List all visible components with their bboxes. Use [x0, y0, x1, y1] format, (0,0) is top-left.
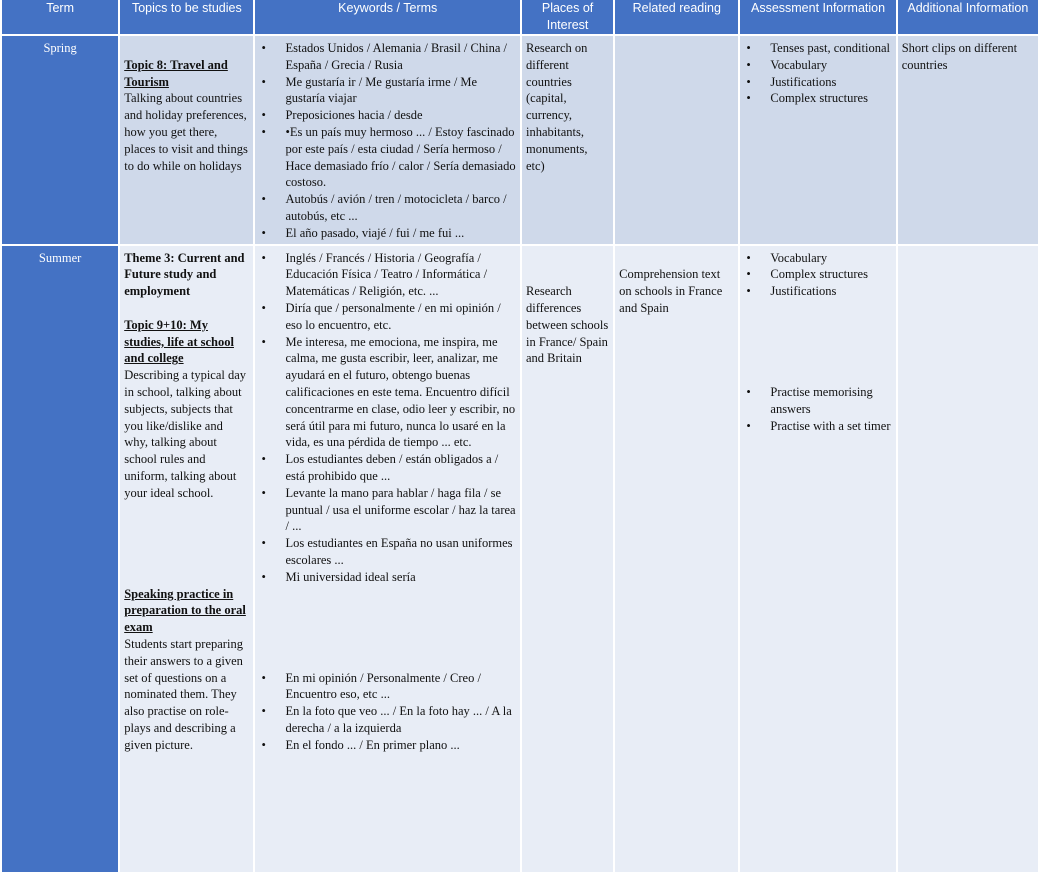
- speaking-title: Speaking practice in preparation to the oral exam: [124, 586, 246, 635]
- assessment-item: • Complex structures: [744, 266, 891, 283]
- summer-row: [2, 246, 1038, 872]
- keyword-item: • Mi universidad ideal sería: [259, 569, 516, 586]
- keyword-item: • Inglés / Francés / Historia / Geografía / Educación Física / Teatro / Informática / Matemáticas / Religión, etc. ...: [259, 250, 516, 300]
- theme-title: Theme 3: Current and Future study and employment: [124, 250, 245, 299]
- summer-places: [522, 246, 613, 872]
- keyword-item: • El año pasado, viajé / fui / me fui ...: [259, 225, 516, 242]
- spring-topics: [120, 36, 253, 244]
- assessment-item: • Practise with a set timer: [744, 418, 891, 435]
- keyword-item: • Levante la mano para hablar / haga fila / se puntual / usa el uniforme escolar / haz la tarea / ...: [259, 485, 516, 535]
- summer-keywords: [255, 246, 520, 872]
- topic-description: Describing a typical day in school, talking about subjects, subjects that you like/dislike and why, talking about school rules and uniform, talking about your ideal school.: [124, 368, 247, 500]
- topic-description: Talking about countries and holiday preferences, how you get there, places to visit and things to do while on holidays: [124, 91, 248, 173]
- header-topics: Topics to be studies: [120, 0, 253, 34]
- keyword-item: • Los estudiantes en España no usan uniformes escolares ...: [259, 535, 516, 569]
- keyword-item: • En el fondo ... / En primer plano ...: [259, 737, 516, 754]
- keyword-item: • Estados Unidos / Alemania / Brasil / China / España / Grecia / Rusia: [259, 40, 516, 74]
- assessment-item: • Practise memorising answers: [744, 384, 891, 418]
- assessment-item: • Vocabulary: [744, 250, 891, 267]
- term-spring: Spring: [2, 36, 118, 244]
- header-additional: Additional Information: [898, 0, 1038, 34]
- header-row: [2, 0, 1038, 34]
- spring-places: Research on different countries (capital, currency, inhabitants, monuments, etc): [522, 36, 613, 244]
- assessment-item: • Tenses past, conditional: [744, 40, 891, 57]
- assessment-item: • Vocabulary: [744, 57, 891, 74]
- summer-assessment: [740, 246, 895, 872]
- keyword-item: • En mi opinión / Personalmente / Creo / Encuentro eso, etc ...: [259, 670, 516, 704]
- places-text: Research differences between schools in France/ Spain and Britain: [525, 284, 609, 366]
- reading-text: Comprehension text on schools in France and Spain: [619, 267, 723, 315]
- summer-topics: [120, 246, 253, 872]
- summer-reading: [615, 246, 738, 872]
- term-summer: Summer: [2, 246, 118, 872]
- spring-assessment: [740, 36, 895, 244]
- topic-title: Topic 9+10: My studies, life at school and college: [124, 317, 234, 366]
- keyword-item: • Preposiciones hacia / desde: [259, 107, 516, 124]
- speaking-description: Students start preparing their answers to a given set of questions on a nominated them. They also practise on role-plays and describing a given picture.: [124, 636, 243, 752]
- topic-title: Topic 8: Travel and Tourism: [124, 57, 228, 89]
- assessment-item: • Justifications: [744, 74, 891, 91]
- keyword-item: • Me interesa, me emociona, me inspira, me calma, me gusta escribir, leer, analizar, me ayudará en el futuro, obtengo buenas calificaciones en este tema. Encuentro difícil concentrarme en clase, odio leer y escribir, no será útil para mi futuro, nunca lo usaré en la vida, es una pérdida de tiempo ... etc.: [259, 334, 516, 452]
- assessment-item: • Complex structures: [744, 90, 891, 107]
- spring-keywords: [255, 36, 520, 244]
- header-term: Term: [2, 0, 118, 34]
- keyword-item: • Diría que / personalmente / en mi opinión / eso lo encuentro, etc.: [259, 300, 516, 334]
- spring-reading: [615, 36, 738, 244]
- header-places: Places of Interest: [522, 0, 613, 34]
- header-reading: Related reading: [615, 0, 738, 34]
- header-assessment: Assessment Information: [740, 0, 895, 34]
- assessment-item: • Justifications: [744, 283, 891, 300]
- keyword-item: • Autobús / avión / tren / motocicleta / barco / autobús, etc ...: [259, 191, 516, 225]
- spring-additional: Short clips on different countries: [898, 36, 1038, 244]
- keyword-item: • En la foto que veo ... / En la foto hay ... / A la derecha / a la izquierda: [259, 703, 516, 737]
- header-keywords: Keywords / Terms: [255, 0, 520, 34]
- keyword-item: • Los estudiantes deben / están obligados a / está prohibido que ...: [259, 451, 516, 485]
- keyword-item: • •Es un país muy hermoso ... / Estoy fascinado por este país / esta ciudad / Sería hermoso / Hace demasiado frío / calor / Sería demasiado costoso.: [259, 124, 516, 191]
- spring-row: [2, 36, 1038, 244]
- summer-additional: [898, 246, 1038, 872]
- keyword-item: • Me gustaría ir / Me gustaría irme / Me gustaría viajar: [259, 74, 516, 108]
